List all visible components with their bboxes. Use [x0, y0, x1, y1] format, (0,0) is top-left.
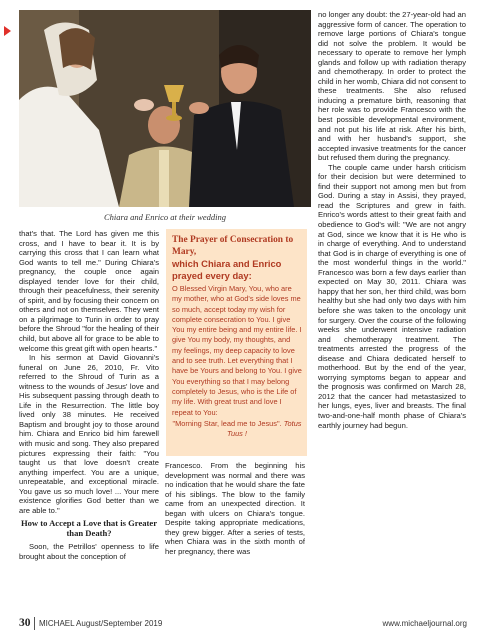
paragraph: Soon, the Petrillos' openness to life brought about the conception of — [19, 542, 159, 561]
prayer-closing-latin: Totus Tuus ! — [227, 418, 302, 438]
prayer-text: O Blessed Virgin Mary, You, who are my mother, who at God's side loves me so much, accept today my wish for complete consecration to You. I give You my entire being and my entire life. I give You my body, my thoughts, and my feelings, my deep capacity to love and to see truth. Let everything that I have be Yours and belong to You. I give You everything so that I may belong completely to Jesus, who is the Life of my life. With great trust and love I repeat to You: — [172, 284, 302, 417]
paragraph: Francesco. From the beginning his development was normal and there was no indication that he would share the fate of his siblings. The blow to the family came from an unexpected direction. It began with ulcers on Chiara's tongue. Despite taking appropriate medications, they grew bigger. After a series of tests, when Chiara was in the sixth month of her pregnancy, there was — [165, 461, 305, 556]
article-column-1 — [19, 229, 159, 562]
page-footer — [19, 619, 467, 635]
section-subheading: How to Accept a Love that is Greater than Death? — [20, 518, 158, 539]
photo-caption: Chiara and Enrico at their wedding — [103, 212, 227, 222]
page-number: 30 — [19, 617, 31, 629]
prayer-subtitle: which Chiara and Enrico prayed every day: — [172, 258, 282, 281]
paragraph: In his sermon at David Giovanni's funeral on June 26, 2010, Fr. Vito referred to the Shroud of Turin as a witness to the wounds of Jesus' love and His subsequent passing through death to Life in the Resurrection. The little boy lived only 38 minutes. He received Baptism and brought joy to those around him. Chiara and Enrico bid him farewell with music and song. They also prepared pictures expressing their faith: "You taught us that love doesn't create anything imperfect. You are a unique, unrepeatable, and exceptional miracle. You gave us so much love! ... Your mere existence glorifies God better than we are able to." — [19, 353, 159, 515]
article-column-3 — [318, 10, 466, 430]
article-column-2 — [165, 461, 305, 556]
prayer-closing — [172, 419, 302, 439]
prayer-title: The Prayer of Consecration to Mary, — [172, 235, 294, 257]
website-link[interactable]: www.michaeljournal.org — [382, 619, 467, 628]
prayer-box — [166, 229, 307, 456]
prayer-closing-text: "Morning Star, lead me to Jesus". — [172, 418, 284, 428]
paragraph: that's that. The Lord has given me this cross, and I have to bear it. It is by carrying this cross that I can learn what God wants to tell me." During Chiara's pregnancy, the couple once again displayed tender love for their child, through their peacefulness, their serenity of spirit, and by focusing their concern on others and not on themselves. They went on a pilgrimage to Turin in order to pray before the Shroud "for the healing of their child, but above all for grace to be able to welcome this great gift with open hearts." — [19, 229, 159, 353]
section-arrow-icon — [4, 26, 11, 36]
paragraph: The couple came under harsh criticism for their decision but were determined to find their support not among men but from God. During a stay in Assisi, they prayed, read the Scriptures and grew in faith. Enrico's words attest to their great faith and obedience to God's will: "We are not angry at God, since we know that it is He who is in charge of everything. And to understand that God is in charge of everything is one of the most wonderful things in the world." Francesco was born a few days earlier than expected on May 30, 2011. Chiara was happy that her son, her third child, was born healthy but she had only two days with him before she was taken to the oncology unit for surgery. Over the course of the following weeks she underwent intensive radiation and chemotherapy treatment. The treatments arrested the progress of the disease and Chiara dedicated herself to motherhood. But by the end of the year, worrying symptoms began to appear and the prognosis was confirmed on March 28, 2012 that the cancer had metastasized to her lungs, eyes, liver and breasts. The final two-and-one-half month phase of Chiara's earthly journey had begun. — [318, 162, 466, 430]
footer-divider — [34, 617, 35, 630]
paragraph: no longer any doubt: the 27-year-old had an aggressive form of cancer. The operation to remove large portions of Chiara's tongue did not solve the problem. It would be necessary to operate to remove her lymph glands and follow up with radiation therapy and chemotherapy. In order to protect the child in her womb, Chiara did not consent to these treatments. She also refused inducing a premature birth, reasoning that her role was to provide Francesco with the best possible developmental environment, and not put his life at risk. After his birth, and with her husband's support, she accepted invasive treatments for the cancer but refused them during the pregnancy. — [318, 10, 466, 163]
magazine-issue: MICHAEL August/September 2019 — [39, 619, 163, 628]
wedding-photo — [19, 10, 311, 207]
